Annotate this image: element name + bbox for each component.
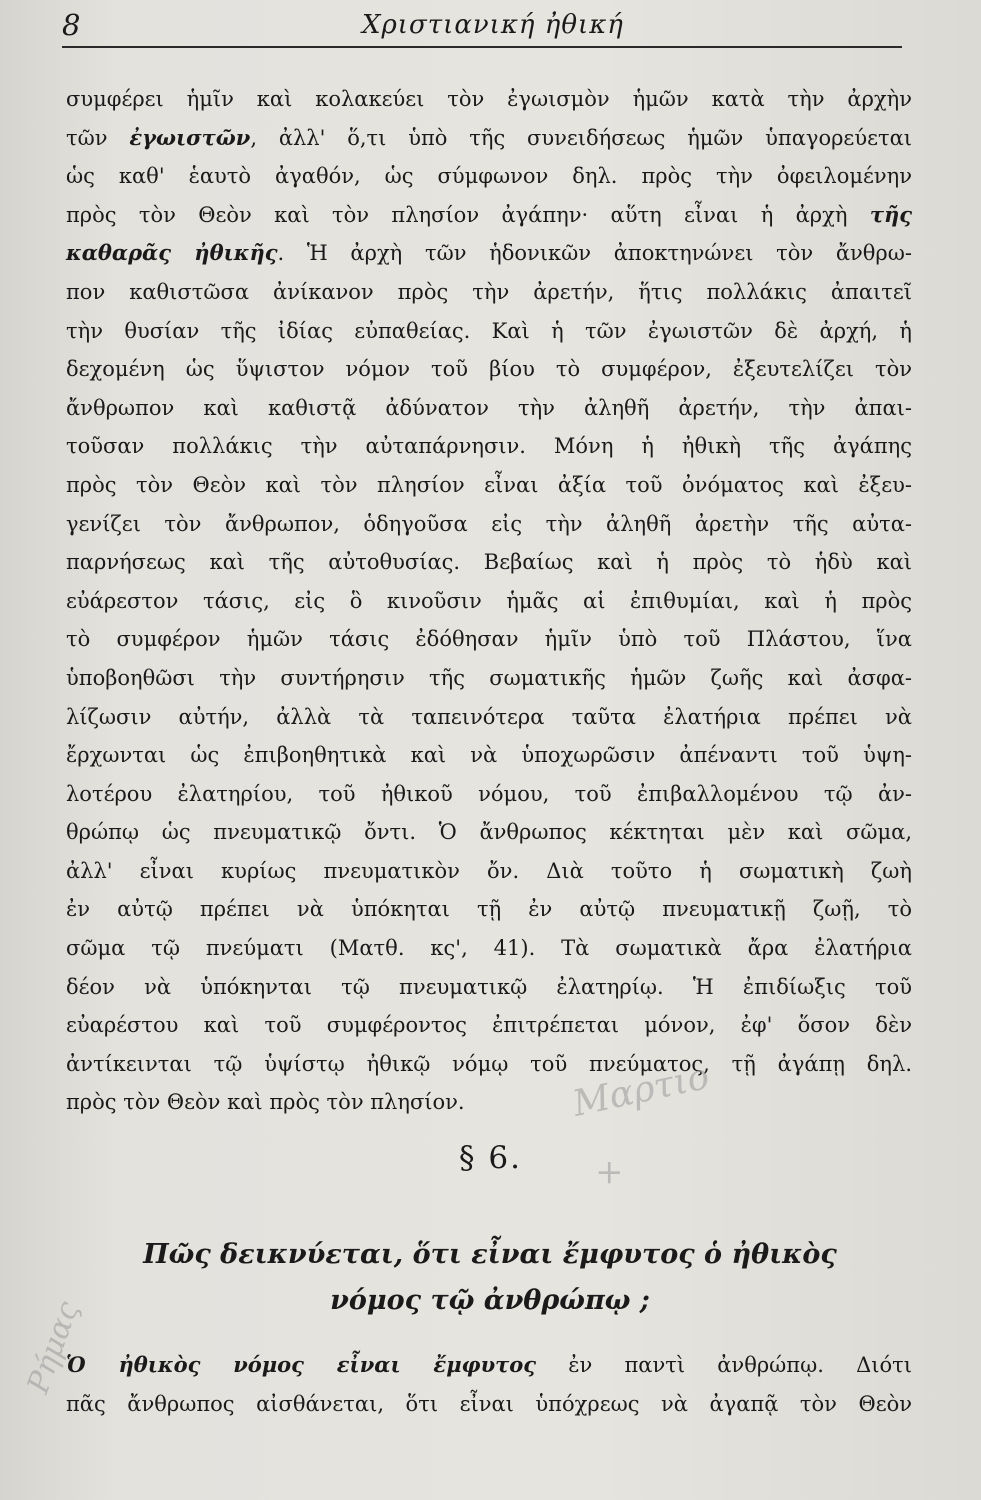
section-paragraph	[66, 1346, 912, 1423]
text-line: τὸ συμφέρον ἡμῶν τάσις ἐδόθησαν ἡμῖν ὑπὸ τοῦ Πλάστου, ἵνα	[66, 627, 912, 652]
text-line: ἔρχωνται ὡς ἐπιβοηθητικὰ καὶ νὰ ὑποχωρῶσιν ἀπέναντι τοῦ ὑψη-	[66, 743, 912, 768]
text-line: ἄνθρωπον καὶ καθιστᾷ ἀδύνατον τὴν ἀληθῆ ἀρετήν, τὴν ἀπαι-	[66, 395, 912, 420]
emphasis-moral-law: Ὁ ἠθικὸς νόμος εἶναι ἔμφυτος	[66, 1352, 537, 1377]
text-line: ἐν αὐτῷ πρέπει νὰ ὑπόκηται τῇ ἐν αὐτῷ πνευματικῇ ζωῇ, τὸ	[66, 897, 912, 922]
text-line: λοτέρου ἐλατηρίου, τοῦ ἠθικοῦ νόμου, τοῦ ἐπιβαλλομένου τῷ ἀν-	[66, 781, 912, 806]
text-line: ὡς καθ' ἑαυτὸ ἀγαθόν, ὡς σύμφωνον δηλ. πρὸς τὴν ὀφειλομένην	[66, 164, 912, 189]
running-title: Χριστιανική ἠθική	[362, 10, 624, 40]
text-line: θρώπῳ ὡς πνευματικῷ ὄντι. Ὁ ἄνθρωπος κέκτηται μὲν καὶ σῶμα,	[66, 820, 912, 845]
emphasis-egoists: ἐγωιστῶν	[129, 124, 251, 150]
pencil-annotation: Μαρτιο	[569, 1056, 713, 1125]
text-span: . Ἡ ἀρχὴ τῶν ἡδονικῶν ἀποκτηνώνει τὸν ἄνθρω-	[277, 241, 912, 266]
text-line: τὴν θυσίαν τῆς ἰδίας εὐπαθείας. Καὶ ἡ τῶν ἐγωιστῶν δὲ ἀρχή, ἡ	[66, 318, 912, 343]
section-heading	[60, 1232, 920, 1324]
page-header	[62, 8, 900, 44]
text-line: παρνήσεως καὶ τῆς αὐτοθυσίας. Βεβαίως καὶ ἡ πρὸς τὸ ἡδὺ καὶ	[66, 550, 912, 575]
text-line: πᾶς ἄνθρωπος αἰσθάνεται, ὅτι εἶναι ὑπόχρεως νὰ ἀγαπᾷ τὸν Θεὸν	[66, 1391, 912, 1416]
text-span: πρὸς τὸν Θεὸν καὶ τὸν πλησίον ἀγάπην· αὕτη εἶναι ἡ ἀρχὴ	[66, 202, 870, 227]
text-line	[66, 119, 912, 158]
text-line: ὑποβοηθῶσι τὴν συντήρησιν τῆς σωματικῆς ἡμῶν ζωῆς καὶ ἀσφα-	[66, 665, 912, 690]
pencil-cross-mark: +	[595, 1152, 624, 1192]
section-heading-line-1: Πῶς δεικνύεται, ὅτι εἶναι ἔμφυτος ὁ ἠθικὸς	[143, 1239, 837, 1270]
header-rule	[62, 46, 902, 48]
section-number: § 6.	[459, 1140, 522, 1176]
pencil-margin-note: Ρήμας	[20, 1297, 87, 1398]
text-line: γενίζει τὸν ἄνθρωπον, ὁδηγοῦσα εἰς τὴν ἀληθῆ ἀρετὴν τῆς αὐτα-	[66, 511, 912, 536]
text-line	[66, 234, 912, 273]
text-line: ἀντίκεινται τῷ ὑψίστῳ ἠθικῷ νόμῳ τοῦ πνεύματος, τῇ ἀγάπῃ δηλ.	[66, 1051, 912, 1076]
text-line: εὐαρέστου καὶ τοῦ συμφέροντος ἐπιτρέπεται μόνον, ἐφ' ὅσον δὲν	[66, 1013, 912, 1038]
emphasis-tis: τῆς	[869, 201, 912, 227]
text-line: σῶμα τῷ πνεύματι (Ματθ. κς', 41). Τὰ σωματικὰ ἄρα ἐλατήρια	[66, 936, 912, 961]
page-number: 8	[62, 8, 81, 42]
body-paragraph	[66, 80, 912, 1122]
text-line: συμφέρει ἡμῖν καὶ κολακεύει τὸν ἐγωισμὸν ἡμῶν κατὰ τὴν ἀρχὴν	[66, 87, 912, 111]
section-heading-line-2: νόμος τῷ ἀνθρώπῳ ;	[330, 1285, 650, 1316]
text-span: τῶν	[66, 125, 130, 150]
text-line: δεχομένη ὡς ὕψιστον νόμον τοῦ βίου τὸ συμφέρον, ἐξευτελίζει τὸν	[66, 357, 912, 382]
emphasis-pure-ethics: καθαρᾶς ἠθικῆς	[66, 240, 278, 266]
text-line: τοῦσαν πολλάκις τὴν αὐταπάρνησιν. Μόνη ἡ ἠθικὴ τῆς ἀγάπης	[66, 434, 912, 459]
text-span: ἐν παντὶ ἀνθρώπῳ. Διότι	[536, 1353, 912, 1377]
text-span: , ἀλλ' ὅ,τι ὑπὸ τῆς συνειδήσεως ἡμῶν ὑπαγορεύεται	[250, 125, 912, 150]
text-line: πον καθιστῶσα ἀνίκανον πρὸς τὴν ἀρετήν, ἥτις πολλάκις ἀπαιτεῖ	[66, 279, 912, 304]
text-line	[66, 196, 912, 235]
text-line: εὐάρεστον τάσις, εἰς ὃ κινοῦσιν ἡμᾶς αἱ ἐπιθυμίαι, καὶ ἡ πρὸς	[66, 588, 912, 613]
text-line: πρὸς τὸν Θεὸν καὶ πρὸς τὸν πλησίον.	[66, 1090, 465, 1115]
text-line: πρὸς τὸν Θεὸν καὶ τὸν πλησίον εἶναι ἀξία τοῦ ὀνόματος καὶ ἐξευ-	[66, 472, 912, 497]
text-line: δέον νὰ ὑπόκηνται τῷ πνευματικῷ ἐλατηρίῳ. Ἡ ἐπιδίωξις τοῦ	[66, 974, 912, 999]
text-line	[66, 1346, 912, 1385]
text-line: λίζωσιν αὐτήν, ἀλλὰ τὰ ταπεινότερα ταῦτα ἐλατήρια πρέπει νὰ	[66, 704, 912, 729]
text-line: ἀλλ' εἶναι κυρίως πνευματικὸν ὄν. Διὰ τοῦτο ἡ σωματικὴ ζωὴ	[66, 858, 912, 883]
